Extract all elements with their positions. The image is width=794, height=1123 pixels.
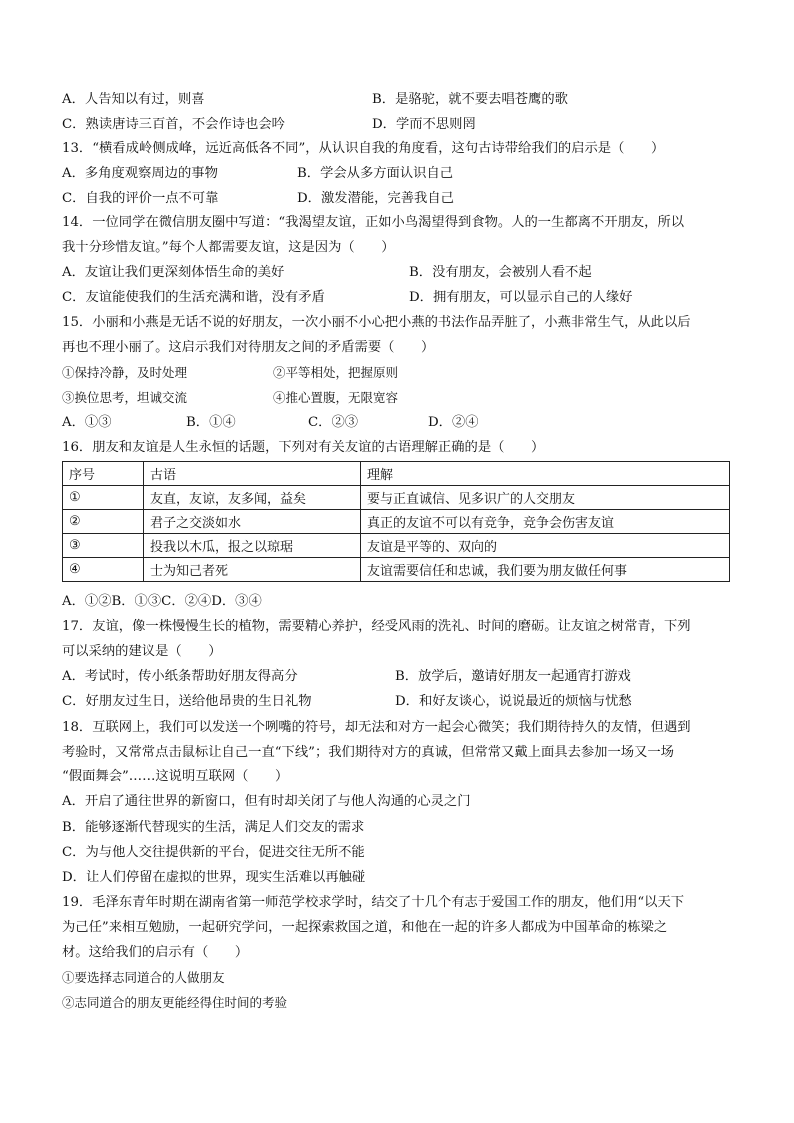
table-cell-number: ④ (63, 558, 144, 582)
q15-item-3: ③换位思考，坦诚交流 (62, 390, 188, 405)
table-row (63, 486, 730, 510)
q18-option-c: C．为与他人交往提供新的平台，促进交往无所不能 (62, 845, 365, 860)
q15-option-d: D．②④ (428, 415, 479, 430)
q13-stem: 13．“横看成岭侧成峰，远近高低各不同”，从认识自我的角度看，这句古诗带给我们的启示是（ ） (62, 141, 665, 156)
table-header-quote: 古语 (144, 462, 361, 486)
table-cell-understanding: 友谊是平等的、双向的 (361, 534, 730, 558)
table-cell-quote: 投我以木瓜，报之以琼琚 (144, 534, 361, 558)
q15-stem-line-2: 再也不理小丽了。这启示我们对待朋友之间的矛盾需要（ ） (62, 340, 435, 355)
q16-stem: 16．朋友和友谊是人生永恒的话题，下列对有关友谊的古语理解正确的是（ ） (62, 440, 545, 455)
q15-option-c: C．②③ (308, 415, 359, 430)
q13-option-a: A．多角度观察周边的事物 (62, 166, 218, 181)
q14-option-b: B．没有朋友，会被别人看不起 (409, 265, 592, 280)
q15-option-b: B．①④ (186, 415, 236, 430)
q15-stem-line-1: 15．小丽和小燕是无话不说的好朋友，一次小丽不小心把小燕的书法作品弄脏了，小燕非常生气，从此以后 (62, 315, 691, 330)
table-cell-number: ③ (63, 534, 144, 558)
q15-item-2: ②平等相处，把握原则 (273, 365, 399, 380)
q14-option-c: C．友谊能使我们的生活充满和谐，没有矛盾 (62, 290, 325, 305)
q12-option-d: D．学而不思则罔 (372, 117, 476, 132)
table-row (63, 534, 730, 558)
q19-stem-line-1: 19．毛泽东青年时期在湖南省第一师范学校求学时，结交了十几个有志于爱国工作的朋友，他们用“以天下 (62, 895, 685, 910)
q15-item-4: ④推心置腹，无限宽容 (273, 390, 399, 405)
q18-option-d: D．让人们停留在虚拟的世界，现实生活难以再触碰 (62, 870, 366, 885)
table-header-understanding: 理解 (361, 462, 730, 486)
q18-option-b: B．能够逐渐代替现实的生活，满足人们交友的需求 (62, 820, 365, 835)
q16-options: A．①②B．①③C．②④D．③④ (62, 594, 262, 609)
table-cell-number: ① (63, 486, 144, 510)
table-cell-quote: 君子之交淡如水 (144, 510, 361, 534)
q19-stem-line-2: 为己任”来相互勉励，一起研究学问，一起探索救国之道，和他在一起的许多人都成为中国革命的栋梁之 (62, 920, 668, 935)
q18-stem-line-3: “假面舞会”……这说明互联网（ ） (62, 769, 289, 784)
q19-stem-line-3: 材。这给我们的启示有（ ） (62, 945, 249, 960)
table-cell-quote: 士为知己者死 (144, 558, 361, 582)
q17-option-d: D．和好友谈心，说说最近的烦恼与忧愁 (395, 694, 632, 709)
q19-item-1: ①要选择志同道合的人做朋友 (62, 970, 225, 985)
q17-option-c: C．好朋友过生日，送给他昂贵的生日礼物 (62, 694, 312, 709)
q14-stem-line-1: 14．一位同学在微信朋友圈中写道：“我渴望友谊，正如小鸟渴望得到食物。人的一生都离不开朋友，所以 (62, 215, 685, 230)
q12-option-b: B．是骆驼，就不要去唱苍鹰的歌 (372, 92, 568, 107)
q15-option-a: A．①③ (62, 415, 112, 430)
q17-stem-line-1: 17．友谊，像一株慢慢生长的植物，需要精心养护，经受风雨的洗礼、时间的磨砺。让友谊之树常青，下列 (62, 619, 691, 634)
q15-item-1: ①保持冷静，及时处理 (62, 365, 188, 380)
q13-option-d: D．激发潜能，完善我自己 (297, 191, 454, 206)
q17-option-b: B．放学后，邀请好朋友一起通宵打游戏 (395, 669, 631, 684)
q16-table (62, 461, 730, 582)
q18-option-a: A．开启了通往世界的新窗口，但有时却关闭了与他人沟通的心灵之门 (62, 794, 471, 809)
q17-stem-line-2: 可以采纳的建议是（ ） (62, 644, 222, 659)
table-cell-understanding: 真正的友谊不可以有竞争，竞争会伤害友谊 (361, 510, 730, 534)
q13-option-c: C．自我的评价一点不可靠 (62, 191, 219, 206)
table-cell-understanding: 要与正直诚信、见多识广的人交朋友 (361, 486, 730, 510)
q14-option-a: A．友谊让我们更深刻体悟生命的美好 (62, 265, 285, 280)
q12-option-c: C．熟读唐诗三百首，不会作诗也会吟 (62, 117, 285, 132)
table-cell-number: ② (63, 510, 144, 534)
q17-option-a: A．考试时，传小纸条帮助好朋友得高分 (62, 669, 298, 684)
table-cell-understanding: 友谊需要信任和忠诚，我们要为朋友做任何事 (361, 558, 730, 582)
q12-option-a: A．人告知以有过，则喜 (62, 92, 205, 107)
table-cell-quote: 友直，友谅，友多闻，益矣 (144, 486, 361, 510)
table-header-row (63, 462, 730, 486)
q14-option-d: D．拥有朋友，可以显示自己的人缘好 (409, 290, 633, 305)
q13-option-b: B．学会从多方面认识自己 (297, 166, 454, 181)
table-header-number: 序号 (63, 462, 144, 486)
table-row (63, 558, 730, 582)
q14-stem-line-2: 我十分珍惜友谊。”每个人都需要友谊，这是因为（ ） (62, 240, 395, 255)
q19-item-2: ②志同道合的朋友更能经得住时间的考验 (62, 995, 288, 1010)
q18-stem-line-2: 考验时，又常常点击鼠标让自己一直“下线”；我们期待对方的真诚，但常常又戴上面具去参加一场又一场 (62, 745, 674, 760)
q18-stem-line-1: 18．互联网上，我们可以发送一个咧嘴的符号，却无法和对方一起会心微笑；我们期待持久的友情，但遇到 (62, 720, 691, 735)
table-row (63, 510, 730, 534)
